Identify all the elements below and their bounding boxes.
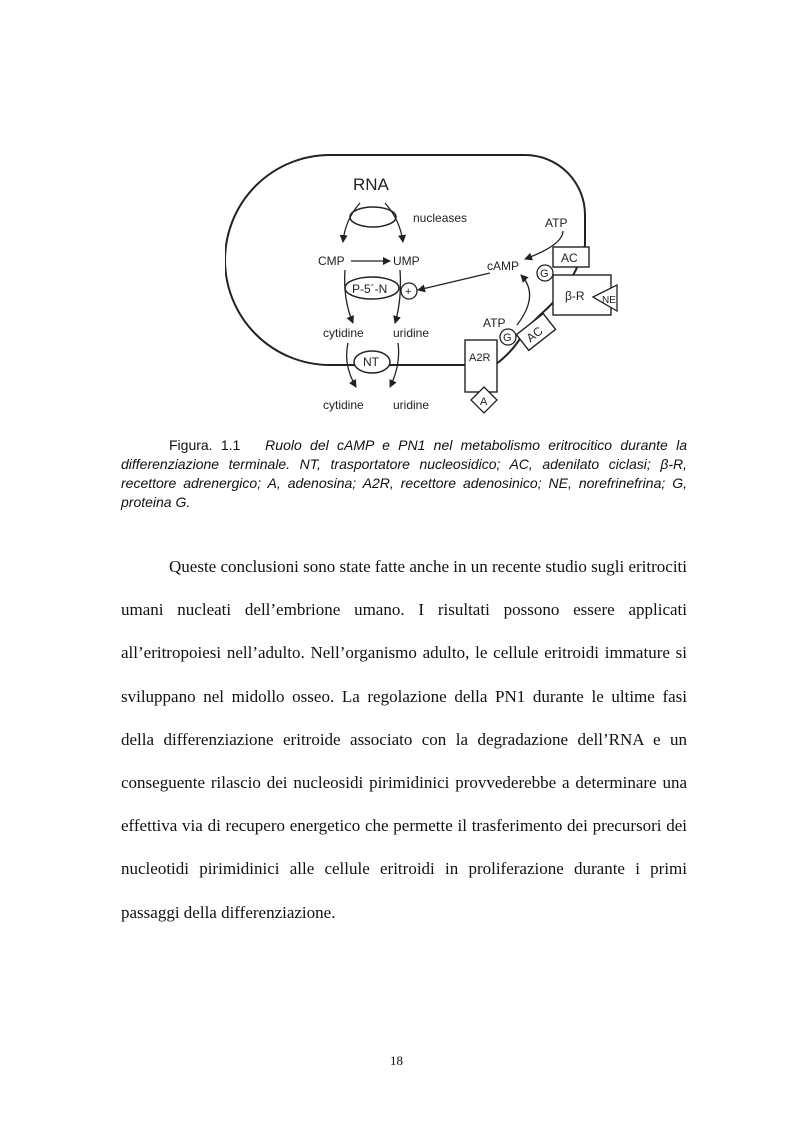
uridine-out-label: uridine (393, 398, 430, 412)
cytidine-out-label: cytidine (323, 398, 364, 412)
a-label: A (480, 396, 488, 408)
ump-label: UMP (393, 254, 420, 268)
beta-r-label: β-R (565, 289, 585, 303)
cmp-label: CMP (318, 254, 345, 268)
body-paragraph (121, 545, 687, 934)
ne-label: NE (602, 295, 616, 306)
p5n-label: P-5´-N (352, 282, 388, 296)
figure-caption (121, 436, 687, 512)
figure-1-1 (225, 125, 625, 425)
g-top-label: G (540, 268, 549, 280)
rna-label: RNA (353, 175, 389, 194)
arrow-camp-plus (418, 273, 490, 290)
a2r-box (465, 340, 497, 392)
arrow-ump-uridine (395, 270, 400, 323)
caption-text: Ruolo del cAMP e PN1 nel metabolismo eritrocitico durante la differenziazione terminale. NT, trasportatore nucleosidico; AC, adenilato ciclasi; β-R, recettore adrenergico; A, adenosina; A2R, recettore adenosinico; NE, norefrinefrina; G, proteina G. (121, 437, 688, 510)
body-paragraph-text: Queste conclusioni sono state fatte anche in un recente studio sugli eritrociti umani nucleati dell’embrione umano. I risultati possono essere applicati all’eritropoiesi nell’adulto. Nell’organismo adulto, le cellule eritroidi immature si sviluppano nel midollo osseo. La regolazione della PN1 durante le ultime fasi della differenziazione eritroide associato con la degradazione dell’RNA e un conseguente rilascio dei nucleosidi pirimidinici provvederebbe a determinare una effettiva via di recupero energetico che permette il trasferimento dei precursori dei nucleotidi pirimidinici alle cellule eritroidi in proliferazione durante i primi passaggi della differenziazione. (121, 557, 687, 922)
arrow-cmp-cytidine (345, 270, 353, 323)
ac-top-label: AC (561, 251, 578, 265)
uridine-in-label: uridine (393, 326, 430, 340)
camp-label: cAMP (487, 259, 520, 273)
g-bottom-label: G (503, 332, 512, 344)
plus-label: + (405, 286, 412, 298)
nucleases-label: nucleases (413, 211, 468, 225)
atp-bottom-label: ATP (483, 316, 506, 330)
arrow-atp-camp-bottom (517, 275, 530, 325)
nucleases-ellipse (350, 207, 396, 227)
atp-top-label: ATP (545, 216, 568, 230)
caption-label: Figura. 1.1 (169, 437, 241, 453)
cytidine-in-label: cytidine (323, 326, 364, 340)
page-number: 18 (390, 1053, 403, 1068)
cell-diagram (225, 125, 625, 425)
a2r-label: A2R (469, 352, 491, 364)
ac-bottom-label: AC (523, 323, 546, 346)
nt-label: NT (363, 355, 379, 369)
